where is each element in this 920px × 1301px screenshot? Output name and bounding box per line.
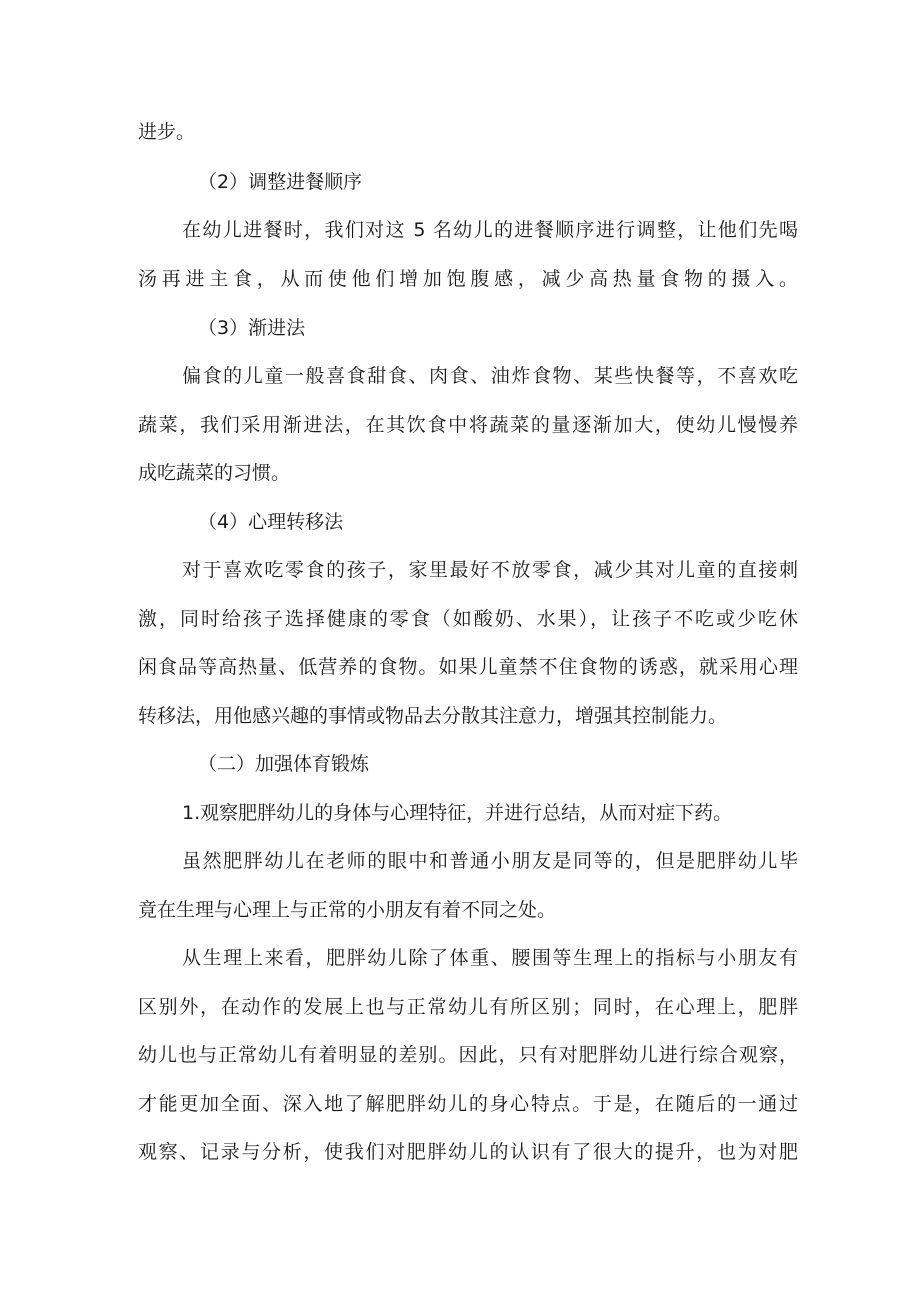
paragraph-line: 转移法，用他感兴趣的事情或物品去分散其注意力，增强其控制能力。 — [138, 705, 728, 727]
paragraph-line: 进步。 — [138, 121, 196, 143]
subheading: （3）渐进法 — [198, 317, 306, 339]
paragraph-line: 偏食的儿童一般喜食甜食、肉食、油炸食物、某些快餐等，不喜欢吃 — [182, 365, 798, 387]
paragraph-line: 虽然肥胖幼儿在老师的眼中和普通小朋友是同等的，但是肥胖幼儿毕 — [182, 850, 798, 872]
paragraph-line: 才能更加全面、深入地了解肥胖幼儿的身心特点。于是，在随后的一通过 — [138, 1093, 798, 1115]
paragraph-line: 汤再进主食，从而使他们增加饱腹感，减少高热量食物的摄入。 — [138, 268, 798, 290]
paragraph-line: 观察、记录与分析，使我们对肥胖幼儿的认识有了很大的提升，也为对肥 — [138, 1141, 798, 1163]
paragraph-line: 闲食品等高热量、低营养的食物。如果儿童禁不住食物的诱惑，就采用心理 — [138, 656, 798, 678]
subheading: （2）调整进餐顺序 — [198, 171, 363, 193]
section-heading: （二）加强体育锻炼 — [198, 753, 370, 775]
subheading: （4）心理转移法 — [198, 511, 344, 533]
paragraph-line: 区别外，在动作的发展上也与正常幼儿有所区别；同时，在心理上，肥胖 — [138, 996, 798, 1018]
paragraph-line: 蔬菜，我们采用渐进法，在其饮食中将蔬菜的量逐渐加大，使幼儿慢慢养 — [138, 414, 798, 436]
paragraph-line: 对于喜欢吃零食的孩子，家里最好不放零食，减少其对儿童的直接刺 — [182, 559, 798, 581]
paragraph-line: 竟在生理与心理上与正常的小朋友有着不同之处。 — [138, 899, 557, 921]
paragraph-line: 幼儿也与正常幼儿有着明显的差别。因此，只有对肥胖幼儿进行综合观察， — [138, 1044, 798, 1066]
paragraph-line: 激，同时给孩子选择健康的零食（如酸奶、水果），让孩子不吃或少吃休 — [138, 608, 798, 630]
paragraph-line: 成吃蔬菜的习惯。 — [138, 462, 291, 484]
paragraph-line: 从生理上来看，肥胖幼儿除了体重、腰围等生理上的指标与小朋友有 — [182, 947, 798, 969]
paragraph-line: 在幼儿进餐时，我们对这 5 名幼儿的进餐顺序进行调整，让他们先喝 — [182, 219, 798, 241]
numbered-point: 1.观察肥胖幼儿的身体与心理特征，并进行总结，从而对症下药。 — [182, 802, 733, 824]
